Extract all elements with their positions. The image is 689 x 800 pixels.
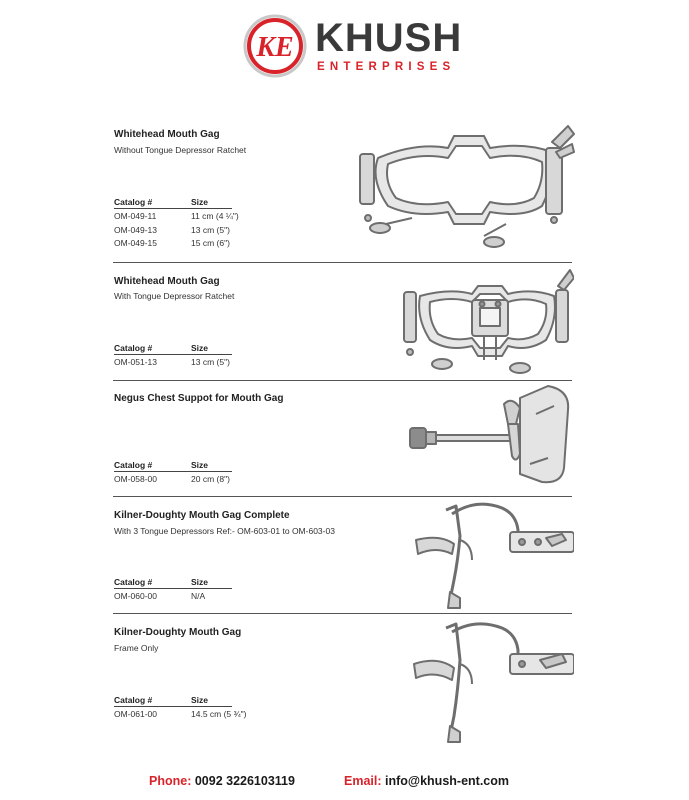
catalog-table-header bbox=[114, 577, 232, 589]
catalog-header: Catalog # bbox=[114, 577, 153, 587]
email-label: Email: bbox=[344, 774, 382, 788]
size-value: 20 cm (8") bbox=[191, 474, 230, 484]
section-divider bbox=[113, 262, 572, 263]
size-value: 14.5 cm (5 ¾") bbox=[191, 709, 247, 719]
catalog-row bbox=[114, 591, 205, 601]
email-address[interactable]: info@khush-ent.com bbox=[385, 774, 509, 788]
size-value: N/A bbox=[191, 591, 206, 601]
catalog-header: Catalog # bbox=[114, 695, 153, 705]
catalog-number: OM-049-13 bbox=[114, 225, 157, 235]
product-title: Negus Chest Suppot for Mouth Gag bbox=[114, 393, 284, 404]
email-contact bbox=[344, 774, 509, 788]
product-subtitle: With Tongue Depressor Ratchet bbox=[114, 291, 235, 301]
catalog-number: OM-049-15 bbox=[114, 238, 157, 248]
section-divider bbox=[113, 613, 572, 614]
catalog-row bbox=[114, 709, 246, 719]
product-title: Kilner-Doughty Mouth Gag bbox=[114, 627, 242, 638]
whitehead-ratchet-illustration bbox=[402, 264, 574, 376]
catalog-number: OM-049-11 bbox=[114, 211, 157, 221]
kilner-doughty-complete-illustration bbox=[406, 500, 574, 610]
product-subtitle: With 3 Tongue Depressors Ref:- OM-603-01 to OM-603-03 bbox=[114, 526, 335, 536]
catalog-row bbox=[114, 211, 239, 221]
brand-logo bbox=[243, 14, 463, 78]
kilner-doughty-frame-illustration bbox=[406, 620, 574, 744]
size-value: 11 cm (4 ¼") bbox=[191, 211, 239, 221]
phone-contact bbox=[149, 774, 295, 788]
catalog-number: OM-060-00 bbox=[114, 591, 157, 601]
catalog-row bbox=[114, 238, 230, 248]
negus-support-illustration bbox=[408, 384, 572, 488]
brand-name: KHUSH bbox=[315, 16, 463, 60]
brand-monogram: KE bbox=[256, 32, 294, 63]
catalog-number: OM-061-00 bbox=[114, 709, 157, 719]
size-header: Size bbox=[191, 197, 209, 207]
size-header: Size bbox=[191, 695, 209, 705]
size-value: 13 cm (5") bbox=[191, 225, 230, 235]
product-title: Kilner-Doughty Mouth Gag Complete bbox=[114, 510, 290, 521]
catalog-row bbox=[114, 357, 230, 367]
size-header: Size bbox=[191, 460, 209, 470]
catalog-header: Catalog # bbox=[114, 460, 153, 470]
catalog-number: OM-051-13 bbox=[114, 357, 157, 367]
product-subtitle: Frame Only bbox=[114, 643, 159, 653]
size-header: Size bbox=[191, 577, 209, 587]
size-header: Size bbox=[191, 343, 209, 353]
product-subtitle: Without Tongue Depressor Ratchet bbox=[114, 145, 247, 155]
product-title: Whitehead Mouth Gag bbox=[114, 129, 220, 140]
catalog-table-header bbox=[114, 695, 232, 707]
product-title: Whitehead Mouth Gag bbox=[114, 276, 220, 287]
catalog-header: Catalog # bbox=[114, 197, 153, 207]
catalog-number: OM-058-00 bbox=[114, 474, 157, 484]
size-value: 13 cm (5") bbox=[191, 357, 230, 367]
phone-label: Phone: bbox=[149, 774, 192, 788]
brand-subtitle: ENTERPRISES bbox=[317, 61, 456, 73]
catalog-header: Catalog # bbox=[114, 343, 153, 353]
catalog-table-header bbox=[114, 460, 232, 472]
section-divider bbox=[113, 496, 572, 497]
whitehead-gag-illustration bbox=[356, 118, 576, 258]
catalog-row bbox=[114, 225, 230, 235]
phone-number[interactable]: 0092 3226103119 bbox=[194, 774, 295, 788]
section-divider bbox=[113, 380, 572, 381]
size-value: 15 cm (6") bbox=[191, 238, 230, 248]
catalog-row bbox=[114, 474, 230, 484]
catalog-table-header bbox=[114, 197, 232, 209]
catalog-table-header bbox=[114, 343, 232, 355]
brand-badge-icon bbox=[243, 14, 307, 78]
